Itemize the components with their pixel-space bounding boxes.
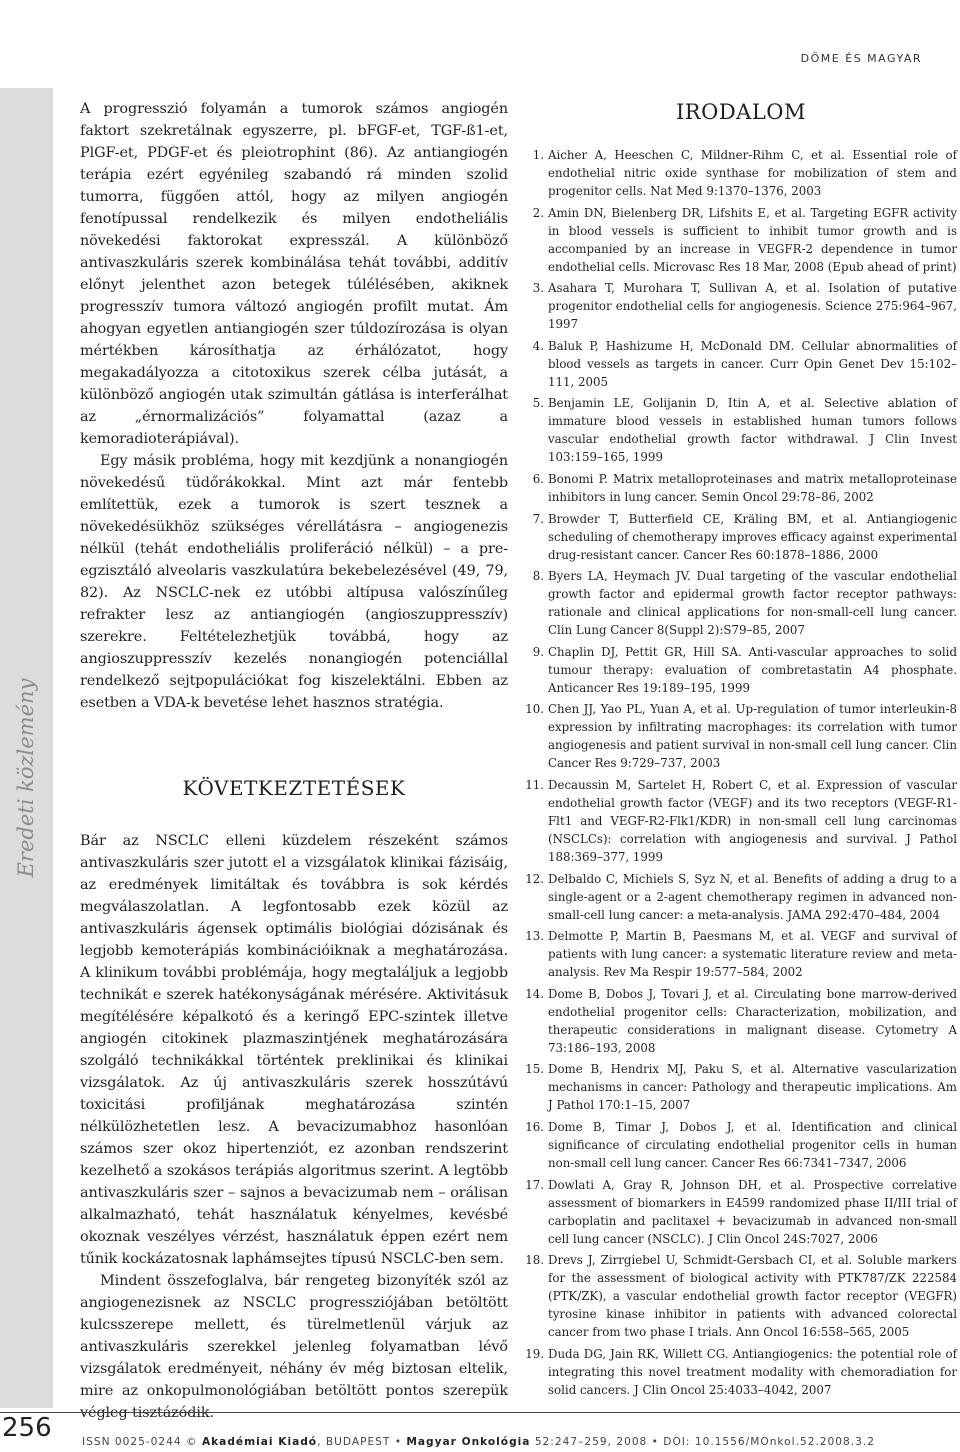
reference-item bbox=[525, 776, 957, 866]
reference-number: 5. bbox=[532, 396, 544, 411]
reference-item bbox=[525, 510, 957, 564]
reference-number: 9. bbox=[532, 644, 544, 659]
reference-text: Dome B, Timar J, Dobos J, et al. Identification and clinical significance of circulating endothelial progenitor cells in human non-small cell lung cancer. Cancer Res 66:7341–7347, 2006 bbox=[548, 1119, 957, 1170]
reference-item bbox=[525, 1251, 957, 1341]
article-type-text: Eredeti közlemény bbox=[14, 678, 38, 878]
reference-number: 14. bbox=[525, 986, 544, 1001]
reference-item bbox=[525, 700, 957, 772]
body-paragraph: Egy másik probléma, hogy mit kezdjünk a nonangiogén növekedésű tüdőrákokkal. Mint azt már fentebb említettük, ezek a tumorok is szert tesznek a növekedésükhöz szükséges vérellátásra – angiogenezis nélkül (tehát endotheliális proliferáció nélkül) – a pre-egzisztáló alveolaris vaszkulatúra bekebelezésével (49, 79, 82). Az NSCLC-nek ez utóbbi altípusa valószínűleg refrakter lesz az antiangiogén (angioszuppresszív) szerekre. Feltételezhetjük továbbá, hogy az angioszuppresszív kezelés nonangiogén potenciállal rendelkező sejtpopulációkat fog kiszelektálni. Ebben az esetben a VDA-k bevetése lehet hasznos stratégia. bbox=[80, 453, 508, 711]
footer-city: , BUDAPEST • bbox=[317, 1436, 407, 1448]
reference-number: 18. bbox=[525, 1253, 544, 1268]
reference-text: Asahara T, Murohara T, Sullivan A, et al. Isolation of putative progenitor endothelial cells for angiogenesis. Science 275:964–967, 1997 bbox=[548, 281, 957, 332]
reference-number: 3. bbox=[532, 281, 544, 296]
reference-item bbox=[525, 1118, 957, 1172]
reference-item bbox=[525, 337, 957, 391]
reference-text: Bonomi P. Matrix metalloproteinases and matrix metalloproteinase inhibitors in lung cancer. Semin Oncol 29:78–86, 2002 bbox=[548, 471, 957, 504]
reference-text: Aicher A, Heeschen C, Mildner-Rihm C, et al. Essential role of endothelial nitric oxide synthase for mobilization of stem and progenitor cells. Nat Med 9:1370–1376, 2003 bbox=[548, 148, 957, 198]
reference-item bbox=[525, 927, 957, 981]
footer-doi: 52:247–259, 2008 • DOI: 10.1556/MOnkol.52.2008.3.2 bbox=[530, 1436, 875, 1448]
body-paragraph: Bár az NSCLC elleni küzdelem részeként számos antivaszkuláris szer jutott el a vizsgálatok klinikai fázisáig, az eredmények limitáltak és továbbra is sok kérdés megválaszolatlan. A legfontosabb ezek közül az antivaszkuláris ágensek optimális biológiai dózisának és legjobb kemoterápiás kombinációiknak a meghatározása. A klinikum további problémája, hogy megtaláljuk a legjobb technikát e szerek hatékonyságának mérésére. Aktivitásuk megítélésére képalkotó és a keringő EPC-szintek illetve angiogén citokinek plazmaszintjének meghatározására szolgáló technikákkal történtek preklinikai és klinikai vizsgálatok. Az új antivaszkuláris szerek hosszútávú toxicitási profiljának meghatározása szintén nélkülözhetetlen lesz. A bevacizumabhoz hasonlóan számos szer okoz hipertenziót, ez azonban rendszerint kezelhető a szokásos terápiás algoritmus szerint. A legtöbb antivaszkuláris szer – sajnos a bevacizumab nem – orálisan alkalmazható, tehát használatuk kényelmes, kevésbé okoznak veszélyes vérzést, használatuk éppen ezért nem tűnik kockázatosnak laphámsejtes típusú NSCLC-ben sem. bbox=[80, 833, 508, 1267]
reference-text: Decaussin M, Sartelet H, Robert C, et al. Expression of vascular endothelial growth factor (VEGF) and its two receptors (VEGF-R1-Flt1 and VEGF-R2-Flk1/KDR) in non-small cell lung carcinomas (NSCLCs): correlation with angiogenesis and survival. J Pathol 188:369–377, 1999 bbox=[548, 777, 957, 864]
reference-text: Benjamin LE, Golijanin D, Itin A, et al. Selective ablation of immature blood vessels in established human tumors follows vascular endothelial growth factor withdrawal. J Clin Invest 103:159–165, 1999 bbox=[548, 396, 957, 465]
reference-text: Chaplin DJ, Pettit GR, Hill SA. Anti-vascular approaches to solid tumour therapy: evaluation of combretastatin A4 phosphate. Anticancer Res 19:189–195, 1999 bbox=[548, 644, 957, 695]
reference-item bbox=[525, 1060, 957, 1114]
reference-item bbox=[525, 1345, 957, 1399]
body-paragraph: Mindent összefoglalva, bár rengeteg bizonyíték szól az angiogenezisnek az NSCLC progressziójában betöltött kulcsszerepe mellett, és türelmetlenül várjuk az antivaszkuláris szerekkel jelenleg folyamatban lévő vizsgálatok eredményeit, néhány év még biztosan eltelik, mire az onkopulmonológiában betöltött pontos szerepük végleg tisztázódik. bbox=[80, 1273, 508, 1421]
reference-item bbox=[525, 985, 957, 1057]
reference-text: Browder T, Butterfield CE, Kräling BM, et al. Antiangiogenic scheduling of chemotherapy improves efficacy against experimental drug-resistant cancer. Cancer Res 60:1878–1886, 2000 bbox=[548, 511, 957, 562]
reference-list bbox=[525, 146, 957, 1399]
reference-text: Dome B, Hendrix MJ, Paku S, et al. Alternative vascularization mechanisms in cancer: Pathology and therapeutic implications. Am J Pathol 170:1–15, 2007 bbox=[548, 1062, 957, 1113]
reference-item bbox=[525, 394, 957, 466]
references-heading: IRODALOM bbox=[676, 100, 806, 124]
reference-number: 4. bbox=[532, 338, 544, 353]
footer-journal: Magyar Onkológia bbox=[406, 1436, 531, 1448]
reference-item bbox=[525, 146, 957, 200]
reference-item bbox=[525, 870, 957, 924]
reference-text: Delmotte P, Martin B, Paesmans M, et al. VEGF and survival of patients with lung cancer: a systematic literature review and meta-analysis. Rev Ma Respir 19:577–584, 2002 bbox=[548, 929, 957, 980]
page-number: 256 bbox=[2, 1413, 52, 1443]
reference-number: 7. bbox=[532, 511, 544, 526]
reference-text: Duda DG, Jain RK, Willett CG. Antiangiogenics: the potential role of integrating this novel treatment modality with chemoradiation for solid cancers. J Clin Oncol 25:4033–4042, 2007 bbox=[548, 1346, 957, 1397]
reference-item bbox=[525, 567, 957, 639]
footer-publisher: Akadémiai Kiadó bbox=[201, 1436, 318, 1448]
article-type-label bbox=[8, 648, 44, 908]
reference-number: 10. bbox=[525, 702, 544, 717]
reference-number: 17. bbox=[525, 1177, 544, 1192]
running-header-authors: DÖME ÉS MAGYAR bbox=[800, 52, 922, 65]
reference-text: Amin DN, Bielenberg DR, Lifshits E, et al. Targeting EGFR activity in blood vessels is sufficient to inhibit tumor growth and is accompanied by an increase in VEGFR-2 dependence in tumor endothelial cells. Microvasc Res 18 Mar, 2008 (Epub ahead of print) bbox=[548, 205, 957, 274]
reference-number: 19. bbox=[525, 1346, 544, 1361]
reference-number: 16. bbox=[525, 1119, 544, 1134]
reference-number: 1. bbox=[532, 148, 544, 162]
reference-text: Delbaldo C, Michiels S, Syz N, et al. Benefits of adding a drug to a single-agent or a 2-agent chemotherapy regimen in advanced non-small-cell lung cancer: a meta-analysis. JAMA 292:470–484, 2004 bbox=[548, 871, 957, 922]
footer-divider bbox=[0, 1412, 960, 1413]
reference-text: Drevs J, Zirrgiebel U, Schmidt-Gersbach CI, et al. Soluble markers for the assessment of biological activity with PTK787/ZK 222584 (PTK/ZK), a vascular endothelial growth factor receptor (VEGFR) tyrosine kinase inhibitor in patients with advanced colorectal cancer from two phase I trials. Ann Oncol 16:558–565, 2005 bbox=[548, 1253, 957, 1340]
reference-number: 13. bbox=[525, 929, 544, 944]
reference-item bbox=[525, 470, 957, 506]
reference-number: 6. bbox=[532, 471, 544, 486]
reference-text: Chen JJ, Yao PL, Yuan A, et al. Up-regulation of tumor interleukin-8 expression by infiltrating macrophages: its correlation with tumor angiogenesis and patient survival in non-small cell lung cancer. Clin Cancer Res 9:729–737, 2003 bbox=[548, 702, 957, 771]
reference-number: 8. bbox=[532, 569, 544, 584]
reference-number: 2. bbox=[532, 205, 544, 220]
reference-text: Dome B, Dobos J, Tovari J, et al. Circulating bone marrow-derived endothelial progenitor cells: Characterization, mobilization, and therapeutic considerations in malignant disease. Cytometry A 73:186–193, 2008 bbox=[548, 986, 957, 1055]
references-column bbox=[525, 100, 957, 1402]
main-text-column bbox=[80, 98, 508, 1424]
footer-issn: ISSN 0025-0244 © bbox=[82, 1436, 202, 1448]
reference-number: 15. bbox=[525, 1062, 544, 1077]
footer-citation bbox=[82, 1436, 875, 1448]
sidebar-band bbox=[0, 88, 53, 1408]
reference-text: Baluk P, Hashizume H, McDonald DM. Cellular abnormalities of blood vessels as targets in cancer. Curr Opin Genet Dev 15:102–111, 2005 bbox=[548, 338, 957, 389]
reference-item bbox=[525, 1176, 957, 1248]
reference-item bbox=[525, 204, 957, 276]
section-heading: KÖVETKEZTETÉSEK bbox=[182, 776, 406, 800]
reference-number: 11. bbox=[525, 777, 544, 792]
body-paragraph: A progresszió folyamán a tumorok számos angiogén faktort szekretálnak egyszerre, pl. bFGF-et, TGF-ß1-et, PlGF-et, PDGF-et és pleiotrophint (86). Az antiangiogén terápia ezért egyénileg szabandó rá minden szolid tumorra, függően attól, hogy az milyen angiogén fenotípussal rendelkezik és milyen endotheliális növekedési faktorokat expresszál. A különböző antivaszkuláris szerek kombinálása tehát további, additív előnyt jelenthet azon betegek túlélésében, akiknek progresszív tumora változó angiogén profilt mutat. Ám ahogyan egyetlen antiangiogén szer túldozírozása is olyan mértékben károsíthatja az érhálózatot, hogy megakadályozza a citotoxikus szerek célba jutását, a különböző angiogén utak szimultán gátlása is interferálhat az „érnormalizációs” folyamattal (azaz a kemoradioterápiával). bbox=[80, 101, 508, 447]
reference-text: Dowlati A, Gray R, Johnson DH, et al. Prospective correlative assessment of biomarkers in E4599 randomized phase II/III trial of carboplatin and paclitaxel + bevacizumab in advanced non-small cell lung cancer (NSCLC). J Clin Oncol 24S:7027, 2006 bbox=[548, 1177, 957, 1246]
reference-item bbox=[525, 643, 957, 697]
reference-number: 12. bbox=[525, 871, 544, 886]
reference-text: Byers LA, Heymach JV. Dual targeting of the vascular endothelial growth factor and epidermal growth factor receptor pathways: rationale and clinical applications for non-small-cell lung cancer. Clin Lung Cancer 8(Suppl 2):S79–85, 2007 bbox=[548, 569, 957, 638]
reference-item bbox=[525, 279, 957, 333]
